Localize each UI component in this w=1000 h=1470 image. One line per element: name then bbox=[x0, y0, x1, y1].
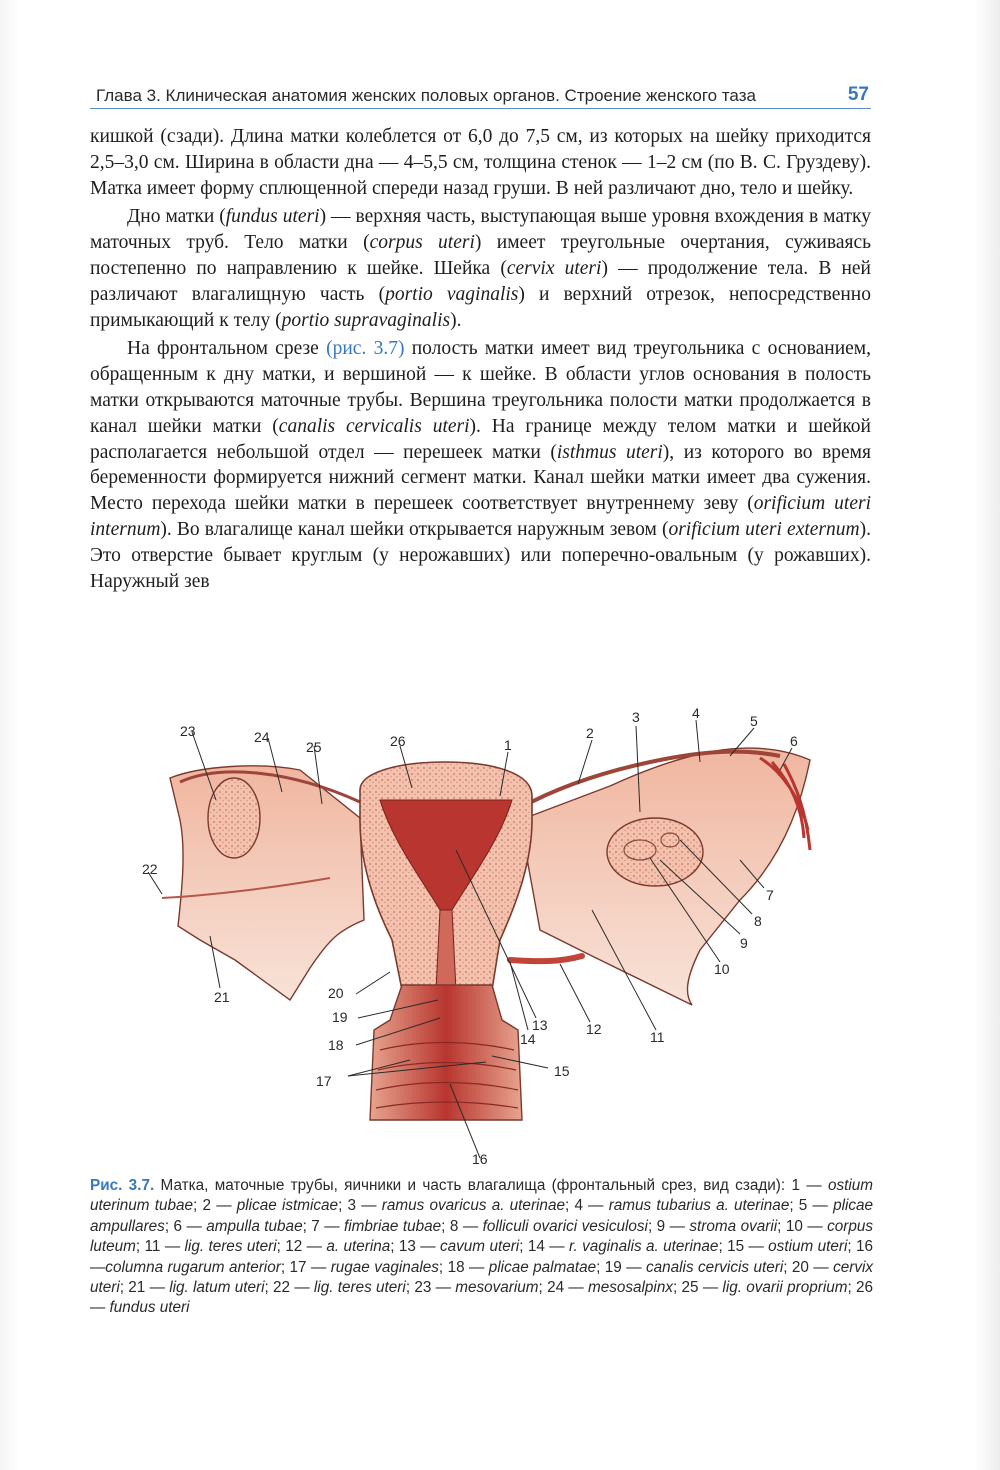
figure-caption bbox=[90, 1176, 873, 1319]
legend-number: ; 21 — bbox=[119, 1279, 170, 1297]
legend-term: mesosalpinx bbox=[587, 1279, 673, 1297]
legend-term: folliculi ovarici vesiculosi bbox=[482, 1217, 648, 1235]
figure-label-15: 15 bbox=[554, 1063, 570, 1079]
legend-number: ; 15 — bbox=[718, 1238, 769, 1256]
legend-number: ; 18 — bbox=[438, 1258, 489, 1276]
figure-label-20: 20 bbox=[328, 985, 344, 1001]
legend-term: plicae ampullares bbox=[90, 1197, 874, 1235]
text-run: На фронтальном срезе bbox=[127, 338, 327, 360]
legend-number: ; 12 — bbox=[276, 1238, 327, 1256]
page-number: 57 bbox=[847, 84, 869, 105]
legend-number: ; 4 — bbox=[564, 1197, 609, 1215]
legend-number: 1 — bbox=[791, 1177, 828, 1194]
left-ovary bbox=[208, 778, 260, 858]
figure-label-16: 16 bbox=[472, 1151, 488, 1167]
legend-number: ; 22 — bbox=[264, 1279, 314, 1297]
figure-label-11: 11 bbox=[650, 1029, 665, 1045]
paragraph-3 bbox=[90, 336, 871, 594]
latin-term: portio supravaginalis bbox=[281, 309, 451, 331]
legend-number: ; 10 — bbox=[777, 1217, 828, 1235]
legend-number: ; 7 — bbox=[302, 1217, 345, 1235]
caption-label: Рис. 3.7. bbox=[90, 1177, 155, 1194]
latin-term: cervix uteri bbox=[506, 257, 602, 279]
text-run: ). Это отверстие бывает круглым (у нерожавших) или поперечно-овальным (у рожавших). Наружный зев bbox=[90, 518, 871, 592]
legend-term: fundus uteri bbox=[109, 1299, 190, 1317]
caption-title: Матка, маточные трубы, яичники и часть влагалища (фронтальный срез, вид сзади): bbox=[160, 1177, 786, 1194]
figure-label-26: 26 bbox=[390, 733, 406, 749]
legend-term: canalis cervicis uteri bbox=[645, 1258, 784, 1276]
legend-number: ; 3 — bbox=[338, 1197, 382, 1215]
figure-label-14: 14 bbox=[520, 1031, 536, 1047]
legend-number: ; 8 — bbox=[441, 1217, 483, 1235]
figure-label-5: 5 bbox=[750, 713, 758, 729]
figure-label-24: 24 bbox=[254, 729, 270, 745]
chapter-title: Глава 3. Клиническая анатомия женских половых органов. Строение женского таза bbox=[96, 86, 756, 105]
left-broad-ligament bbox=[170, 766, 364, 1000]
legend-number: ; 14 — bbox=[519, 1238, 569, 1256]
text-run: полость матки имеет вид треугольника с основанием, обращенным к дну матки, и вершиной — к шейке. В области углов основания в полость матки открываются маточные трубы. Вершина треугольника полости матки продолжается в канал шейки матки ( bbox=[90, 338, 872, 437]
latin-term: corpus uteri bbox=[369, 232, 475, 254]
cervix-vagina bbox=[370, 985, 522, 1120]
figure-label-8: 8 bbox=[754, 913, 762, 929]
legend-number: ; 16 — bbox=[90, 1238, 874, 1276]
legend-term: r. vaginalis a. uterinae bbox=[568, 1238, 719, 1256]
legend-term: lig. latum uteri bbox=[169, 1279, 265, 1297]
legend-number: ; 13 — bbox=[390, 1238, 440, 1256]
legend-number: ; 20 — bbox=[783, 1258, 834, 1276]
legend-term: ostium uterinum tubae bbox=[90, 1177, 873, 1215]
legend-term: rugae vaginales bbox=[330, 1258, 439, 1276]
latin-term: isthmus uteri bbox=[556, 441, 663, 463]
legend-term: cavum uteri bbox=[440, 1238, 520, 1256]
legend-term: fimbriae tubae bbox=[344, 1217, 442, 1235]
figure-label-6: 6 bbox=[790, 733, 798, 749]
paragraph-1: кишкой (сзади). Длина матки колеблется от 6,0 до 7,5 см, из которых на шейку приходится 2,5–3,0 см. Ширина в области дна — 4–5,5 см, толщина стенок — 1–2 см (по В. С. Груздеву). Матка имеет форму сплющенной спереди назад груши. В ней различают дно, тело и шейку. bbox=[90, 126, 871, 199]
legend-term: plicae istmicae bbox=[236, 1197, 339, 1215]
figure-label-2: 2 bbox=[586, 725, 594, 741]
legend-term: lig. teres uteri bbox=[313, 1279, 406, 1297]
legend-term: cervix uteri bbox=[90, 1258, 874, 1297]
text-run: ) — верхняя часть, выступающая выше уровня вхождения в матку маточных труб. Тело матки ( bbox=[90, 206, 871, 254]
legend-number: ; 11 — bbox=[135, 1238, 185, 1256]
legend-term: a. uterina bbox=[326, 1238, 391, 1256]
text-run: ). bbox=[450, 309, 462, 331]
uterine-artery bbox=[510, 956, 582, 961]
figure-label-9: 9 bbox=[740, 935, 748, 951]
legend-term: corpus luteum bbox=[90, 1217, 874, 1256]
caption-legend bbox=[90, 1177, 873, 1316]
latin-term: canalis cervicalis uteri bbox=[278, 415, 470, 437]
legend-term: columna rugarum anterior bbox=[105, 1258, 281, 1276]
legend-number: ; 24 — bbox=[538, 1279, 588, 1297]
latin-term: portio vaginalis bbox=[385, 283, 519, 305]
anatomy-figure bbox=[140, 700, 860, 1170]
figure-label-19: 19 bbox=[332, 1009, 348, 1025]
latin-term: fundus uteri bbox=[225, 206, 320, 228]
figure-label-12: 12 bbox=[586, 1021, 602, 1037]
legend-term: ramus tubarius a. uterinae bbox=[608, 1197, 790, 1215]
right-ovary bbox=[607, 818, 703, 886]
legend-term: stroma ovarii bbox=[689, 1217, 778, 1235]
figure-label-21: 21 bbox=[214, 989, 230, 1005]
uterus-illustration bbox=[140, 700, 860, 1170]
legend-term: mesovarium bbox=[455, 1279, 539, 1297]
text-run: ). На границе между телом матки и шейкой располагается небольшой отдел — перешеек матки ( bbox=[90, 415, 871, 463]
latin-term: orificium uteri externum bbox=[668, 518, 860, 540]
legend-term: lig. ovarii proprium bbox=[722, 1279, 848, 1297]
figure-label-18: 18 bbox=[328, 1037, 344, 1053]
text-run: ) имеет треугольные очертания, суживаясь постепенно по направлению к шейке. Шейка ( bbox=[90, 232, 871, 279]
legend-number: ; 19 — bbox=[596, 1258, 646, 1276]
legend-number: ; 9 — bbox=[647, 1217, 690, 1235]
legend-number: ; 26 — bbox=[90, 1279, 874, 1317]
figure-reference-link[interactable]: (рис. 3.7) bbox=[326, 338, 405, 360]
paragraph-2 bbox=[90, 204, 871, 333]
figure-label-13: 13 bbox=[532, 1017, 548, 1033]
legend-term: ramus ovaricus a. uterinae bbox=[381, 1197, 565, 1215]
legend-number: ; 5 — bbox=[789, 1197, 834, 1215]
figure-label-3: 3 bbox=[632, 709, 640, 725]
text-run: ). Во влагалище канал шейки открывается наружным зевом ( bbox=[160, 518, 669, 540]
running-header bbox=[90, 84, 871, 109]
text-run: ) — продолжение тела. В ней различают влагалищную часть ( bbox=[90, 257, 871, 305]
figure-label-10: 10 bbox=[714, 961, 730, 977]
text-run: ) и верхний отрезок, непосредственно примыкающий к телу ( bbox=[90, 283, 871, 331]
latin-term: orificium uteri internum bbox=[90, 493, 871, 540]
body-text bbox=[90, 124, 871, 594]
legend-number: ; 2 — bbox=[193, 1197, 237, 1215]
figure-label-1: 1 bbox=[504, 737, 512, 753]
figure-label-23: 23 bbox=[180, 723, 196, 739]
legend-term: ostium uteri bbox=[768, 1238, 848, 1256]
legend-term: ampulla tubae bbox=[206, 1217, 303, 1235]
legend-term: plicae palmatae bbox=[488, 1258, 597, 1276]
figure-label-22: 22 bbox=[142, 861, 158, 877]
legend-number: ; 17 — bbox=[280, 1258, 331, 1276]
figure-label-17: 17 bbox=[316, 1073, 332, 1089]
legend-number: ; 23 — bbox=[405, 1279, 456, 1297]
text-run: Дно матки ( bbox=[127, 206, 226, 228]
legend-number: ; 6 — bbox=[164, 1217, 207, 1235]
figure-label-4: 4 bbox=[692, 705, 700, 721]
legend-term: lig. teres uteri bbox=[184, 1238, 277, 1256]
figure-label-25: 25 bbox=[306, 739, 322, 755]
text-run: ), из которого во время беременности формируется нижний сегмент матки. Канал шейки матки имеет два сужения. Место перехода шейки матки в перешеек соответствует внутреннему зеву ( bbox=[90, 441, 871, 515]
figure-label-7: 7 bbox=[766, 887, 774, 903]
legend-number: ; 25 — bbox=[673, 1279, 723, 1297]
